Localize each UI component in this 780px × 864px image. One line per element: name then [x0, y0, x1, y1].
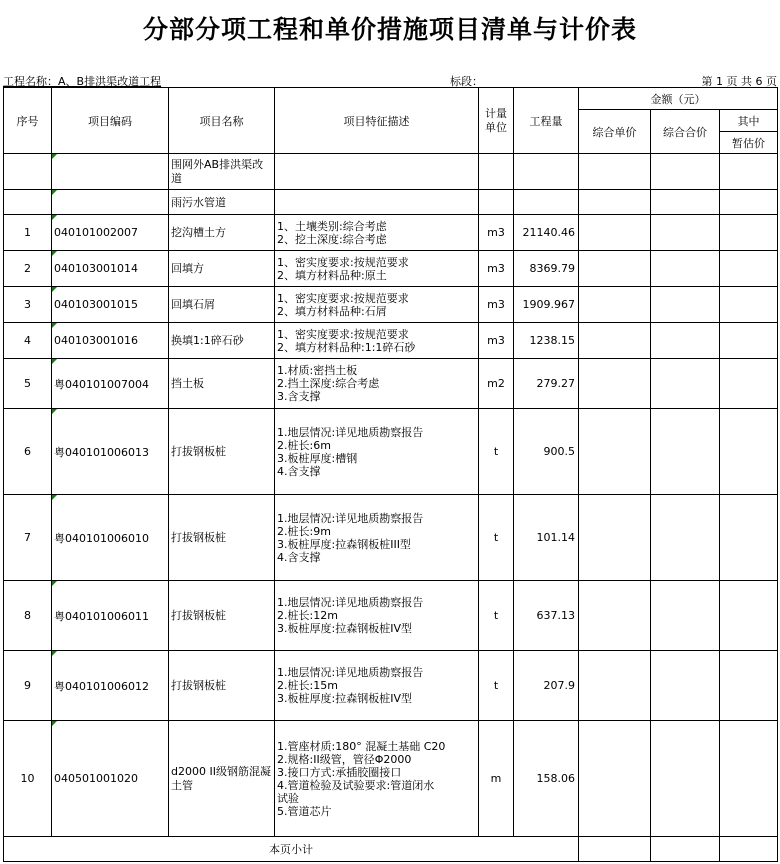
row-seq: 4: [4, 323, 52, 359]
row-total-price: [651, 495, 720, 581]
desc-line: 3.板桩厚度:槽钢: [277, 451, 358, 465]
row-unit-price: [579, 215, 651, 251]
header-desc: 项目特征描述: [275, 88, 479, 154]
desc-line: 3.板桩厚度:拉森钢板桩III型: [277, 537, 411, 551]
desc-line: 2、挖土深度:综合考虑: [277, 232, 387, 246]
row-name: 打拔钢板桩: [169, 409, 275, 495]
desc-line: 1.管座材质:180° 混凝土基础 C20: [277, 739, 446, 753]
row-provisional: [720, 721, 778, 837]
section-label: 标段：: [450, 75, 483, 88]
row-unit-price: [579, 721, 651, 837]
row-qty: 21140.46: [514, 215, 579, 251]
desc-line: 3.接口方式:承插胶圈接口: [277, 765, 402, 779]
header-name: 项目名称: [169, 88, 275, 154]
row-unit: m2: [479, 359, 514, 409]
row-unit: m3: [479, 215, 514, 251]
row-seq: 10: [4, 721, 52, 837]
row-unit-price: [579, 495, 651, 581]
row-seq: 1: [4, 215, 52, 251]
row-unit-price: [579, 287, 651, 323]
header-unit: 计量单位: [479, 88, 514, 154]
row-desc: [275, 251, 479, 287]
row-total-price: [651, 581, 720, 651]
desc-line: 1.地层情况:详见地质勘察报告: [277, 596, 424, 609]
row-total-price: [651, 287, 720, 323]
row-desc: [275, 323, 479, 359]
desc-line: 1.地层情况:详见地质勘察报告: [277, 511, 424, 525]
row-name: 回填方: [169, 251, 275, 287]
desc-line: 2.桩长:15m: [277, 679, 338, 692]
row-unit: m3: [479, 287, 514, 323]
subtotal-label: 本页小计: [4, 837, 579, 862]
row-qty: 8369.79: [514, 251, 579, 287]
desc-line: 3.板桩厚度:拉森钢板桩IV型: [277, 622, 412, 635]
group-row: [4, 190, 778, 215]
group-name: 围网外AB排洪渠改道: [169, 154, 275, 190]
row-provisional: [720, 323, 778, 359]
table-row: [4, 251, 778, 287]
row-total-price: [651, 323, 720, 359]
row-desc: [275, 215, 479, 251]
table-row: [4, 721, 778, 837]
row-name: 回填石屑: [169, 287, 275, 323]
row-name: 换填1:1碎石砂: [169, 323, 275, 359]
row-qty: 207.9: [514, 651, 579, 721]
row-seq: 3: [4, 287, 52, 323]
row-desc: [275, 287, 479, 323]
row-qty: 1238.15: [514, 323, 579, 359]
row-qty: 101.14: [514, 495, 579, 581]
row-desc: [275, 495, 479, 581]
group-name: 雨污水管道: [169, 190, 275, 215]
desc-line: 1.地层情况:详见地质勘察报告: [277, 425, 424, 439]
row-unit-price: [579, 251, 651, 287]
row-total-price: [651, 651, 720, 721]
desc-line: 2、填方材料品种:原土: [277, 268, 387, 282]
desc-line: 5.管道芯片: [277, 804, 332, 818]
row-provisional: [720, 215, 778, 251]
row-unit-price: [579, 581, 651, 651]
row-seq: 5: [4, 359, 52, 409]
table-row: [4, 359, 778, 409]
row-seq: 8: [4, 581, 52, 651]
row-code: 粤040101006011: [52, 581, 169, 651]
project-name: 工程名称：A、B排洪渠改道工程: [3, 75, 162, 88]
table-row: [4, 409, 778, 495]
row-qty: 637.13: [514, 581, 579, 651]
row-unit-price: [579, 409, 651, 495]
desc-line: 1.地层情况:详见地质勘察报告: [277, 666, 424, 679]
desc-line: 2.桩长:6m: [277, 438, 331, 452]
row-unit: t: [479, 409, 514, 495]
row-provisional: [720, 495, 778, 581]
row-code: 040101002007: [52, 215, 169, 251]
desc-line: 试验: [277, 791, 299, 805]
row-total-price: [651, 721, 720, 837]
row-unit: m3: [479, 323, 514, 359]
row-total-price: [651, 359, 720, 409]
desc-line: 2、填方材料品种:石屑: [277, 304, 387, 318]
row-code: 040103001015: [52, 287, 169, 323]
table-row: [4, 323, 778, 359]
group-row: [4, 154, 778, 190]
row-total-price: [651, 215, 720, 251]
row-desc: [275, 359, 479, 409]
header-code: 项目编码: [52, 88, 169, 154]
row-provisional: [720, 651, 778, 721]
desc-line: 1、密实度要求:按规范要求: [277, 291, 409, 305]
header-provisional: 暂估价: [720, 132, 778, 154]
desc-line: 1、密实度要求:按规范要求: [277, 327, 409, 341]
row-qty: 279.27: [514, 359, 579, 409]
row-code: 粤040101006012: [52, 651, 169, 721]
row-provisional: [720, 409, 778, 495]
row-code: 040103001016: [52, 323, 169, 359]
header-total-price: 综合合价: [651, 110, 720, 154]
header-amount: 金额（元）: [579, 88, 778, 110]
row-code: 040103001014: [52, 251, 169, 287]
table-row: [4, 215, 778, 251]
row-unit: m3: [479, 251, 514, 287]
row-unit-price: [579, 359, 651, 409]
row-seq: 9: [4, 651, 52, 721]
row-desc: [275, 651, 479, 721]
header-unit-price: 综合单价: [579, 110, 651, 154]
row-name: 挡土板: [169, 359, 275, 409]
row-provisional: [720, 251, 778, 287]
row-seq: 6: [4, 409, 52, 495]
table-row: [4, 287, 778, 323]
row-provisional: [720, 287, 778, 323]
desc-line: 2.规格:II级管，管径Φ2000: [277, 752, 412, 766]
row-code: 粤040101006010: [52, 495, 169, 581]
row-qty: 1909.967: [514, 287, 579, 323]
desc-line: 1、密实度要求:按规范要求: [277, 255, 409, 269]
row-unit-price: [579, 651, 651, 721]
row-seq: 2: [4, 251, 52, 287]
row-name: 挖沟槽土方: [169, 215, 275, 251]
desc-line: 4.管道检验及试验要求:管道闭水: [277, 778, 435, 792]
row-name: 打拔钢板桩: [169, 581, 275, 651]
row-name: 打拔钢板桩: [169, 651, 275, 721]
desc-line: 2.桩长:12m: [277, 609, 338, 622]
row-desc: [275, 409, 479, 495]
row-name: d2000 II级钢筋混凝土管: [169, 721, 275, 837]
desc-line: 2、填方材料品种:1:1碎石砂: [277, 340, 416, 354]
header-qty: 工程量: [514, 88, 579, 154]
bill-table: [3, 87, 778, 862]
row-provisional: [720, 581, 778, 651]
table-row: [4, 581, 778, 651]
header-seq: 序号: [4, 88, 52, 154]
row-provisional: [720, 359, 778, 409]
row-code: 040501001020: [52, 721, 169, 837]
row-code: 粤040101007004: [52, 359, 169, 409]
row-qty: 158.06: [514, 721, 579, 837]
row-unit: m: [479, 721, 514, 837]
page-counter: 第 1 页 共 6 页: [701, 75, 777, 88]
row-name: 打拔钢板桩: [169, 495, 275, 581]
row-unit: t: [479, 651, 514, 721]
row-total-price: [651, 251, 720, 287]
page-title: 分部分项工程和单价措施项目清单与计价表: [142, 15, 637, 44]
row-desc: [275, 721, 479, 837]
row-unit-price: [579, 323, 651, 359]
desc-line: 1、土壤类别:综合考虑: [277, 219, 387, 233]
desc-line: 2.挡土深度:综合考虑: [277, 377, 380, 390]
row-unit: t: [479, 581, 514, 651]
row-unit: t: [479, 495, 514, 581]
desc-line: 3.含支撑: [277, 390, 321, 403]
row-seq: 7: [4, 495, 52, 581]
row-desc: [275, 581, 479, 651]
desc-line: 2.桩长:9m: [277, 524, 331, 538]
table-row: [4, 495, 778, 581]
table-body: [4, 154, 778, 837]
subtotal-row: [4, 837, 778, 862]
desc-line: 1.材质:密挡土板: [277, 364, 358, 377]
header-of-which: 其中: [720, 110, 778, 132]
desc-line: 3.板桩厚度:拉森钢板桩IV型: [277, 692, 412, 705]
desc-line: 4.含支撑: [277, 550, 321, 564]
row-total-price: [651, 409, 720, 495]
row-qty: 900.5: [514, 409, 579, 495]
desc-line: 4.含支撑: [277, 464, 321, 478]
table-row: [4, 651, 778, 721]
row-code: 粤040101006013: [52, 409, 169, 495]
